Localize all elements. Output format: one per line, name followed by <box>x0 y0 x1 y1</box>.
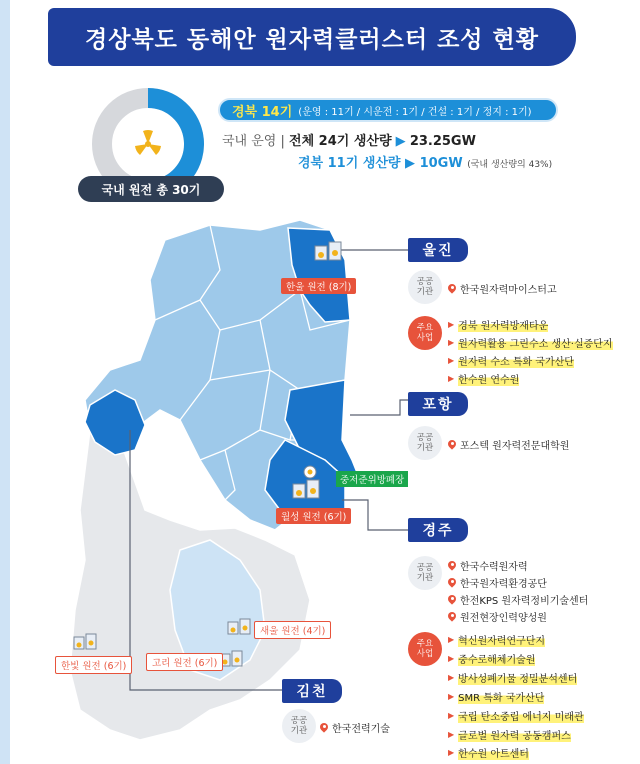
gimcheon-public-item: 한국전력기술 <box>320 720 390 735</box>
gyeongju-project-item: ▶ 중수로해체기술원 <box>448 651 535 666</box>
region-tab-uljin: 울진 <box>408 238 468 262</box>
arrow-icon: ▶ <box>448 320 455 329</box>
gyeongju-project-item: ▶ 글로벌 원자력 공동캠퍼스 <box>448 727 571 742</box>
gyeongbuk-summary-pill <box>218 98 558 122</box>
gyeongju-project-item: ▶ 국립 탄소중립 에너지 미래관 <box>448 708 584 723</box>
arrow-icon: ▶ <box>448 338 455 347</box>
arrow-icon: ▶ <box>448 748 455 757</box>
waste-site-icon <box>304 466 316 478</box>
gyeongju-public-item: 한전KPS 원자력정비기술센터 <box>448 592 588 607</box>
left-stripe <box>0 0 10 764</box>
location-pin-icon <box>448 561 456 571</box>
arrow-icon: ▶ <box>448 673 455 682</box>
location-pin-icon <box>448 440 456 450</box>
gb-output-value: 10GW <box>419 156 463 171</box>
gyeongju-project-item: ▶ 혁신원자력연구단지 <box>448 632 545 647</box>
arrow-icon: ▶ <box>448 374 455 383</box>
arrow-icon: ▶ <box>448 692 455 701</box>
uljin-public-item: 한국원자력마이스터고 <box>448 281 557 296</box>
national-label: 국내 운영 <box>222 134 277 149</box>
gyeongju-project-item: ▶ 방사성폐기물 정밀분석센터 <box>448 670 577 685</box>
arrow-icon: ▶ <box>448 711 455 720</box>
radiation-icon <box>130 126 166 162</box>
plant-label-hanbit: 한빛 원전 (6기) <box>55 656 132 674</box>
gyeongju-major-badge: 주요 사업 <box>408 632 442 666</box>
region-tab-gyeongju: 경주 <box>408 518 468 542</box>
region-tab-gimcheon: 김천 <box>282 679 342 703</box>
plant-label-hanul: 한울 원전 (8기) <box>281 278 356 294</box>
national-output-stat: 국내 운영 | 전체 24기 생산량 ▶ 23.25GW <box>222 134 476 149</box>
arrow-icon: ▶ <box>448 654 455 663</box>
gyeongju-public-item: 한국수력원자력 <box>448 558 528 573</box>
national-value: 23.25GW <box>409 134 476 149</box>
gb-output-label: 경북 11기 생산량 <box>298 156 401 171</box>
plant-label-saeul: 새울 원전 (4기) <box>254 621 331 639</box>
uljin-project-item: ▶ 원자력활용 그린수소 생산·실증단지 <box>448 335 613 350</box>
gyeongju-project-item: ▶ 한수원 아트센터 <box>448 745 529 760</box>
uljin-project-item: ▶ 원자력 수소 특화 국가산단 <box>448 353 574 368</box>
uljin-project-item: ▶ 경북 원자력방재타운 <box>448 317 548 332</box>
region-tab-pohang: 포항 <box>408 392 468 416</box>
gyeongbuk-count-detail: (운영 : 11기 / 시운전 : 1기 / 건설 : 1기 / 정지 : 1기) <box>298 106 532 118</box>
gimcheon-public-badge: 공공 기관 <box>282 709 316 743</box>
plant-label-kori: 고리 원전 (6기) <box>146 653 223 671</box>
uljin-major-badge: 주요 사업 <box>408 316 442 350</box>
gyeongju-public-item: 한국원자력환경공단 <box>448 575 547 590</box>
gyeongju-public-badge: 공공 기관 <box>408 556 442 590</box>
location-pin-icon <box>448 284 456 294</box>
location-pin-icon <box>448 612 456 622</box>
total-plants-badge: 국내 원전 총 30기 <box>78 176 224 202</box>
waste-site-label: 중저준위방폐장 <box>336 471 408 487</box>
page-title: 경상북도 동해안 원자력클러스터 조성 현황 <box>48 8 576 66</box>
uljin-public-badge: 공공 기관 <box>408 270 442 304</box>
pohang-public-item: 포스텍 원자력전문대학원 <box>448 437 569 452</box>
location-pin-icon <box>448 578 456 588</box>
gyeongbuk-output-stat: 경북 11기 생산량 ▶ 10GW (국내 생산량의 43%) <box>298 156 553 171</box>
arrow-icon: ▶ <box>448 730 455 739</box>
location-pin-icon <box>448 595 456 605</box>
location-pin-icon <box>320 723 328 733</box>
gyeongbuk-count: 경북 14기 <box>232 104 293 120</box>
gyeongju-project-item: ▶ SMR 특화 국가산단 <box>448 689 544 704</box>
national-total: 전체 24기 생산량 <box>289 134 392 149</box>
pohang-public-badge: 공공 기관 <box>408 426 442 460</box>
plant-label-wolseong: 월성 원전 (6기) <box>276 508 351 524</box>
arrow-icon: ▶ <box>448 356 455 365</box>
arrow-icon: ▶ <box>448 635 455 644</box>
uljin-project-item: ▶ 한수원 연수원 <box>448 371 519 386</box>
gyeongju-public-item: 원전현장인력양성원 <box>448 609 547 624</box>
gb-output-note: (국내 생산량의 43%) <box>467 160 553 170</box>
